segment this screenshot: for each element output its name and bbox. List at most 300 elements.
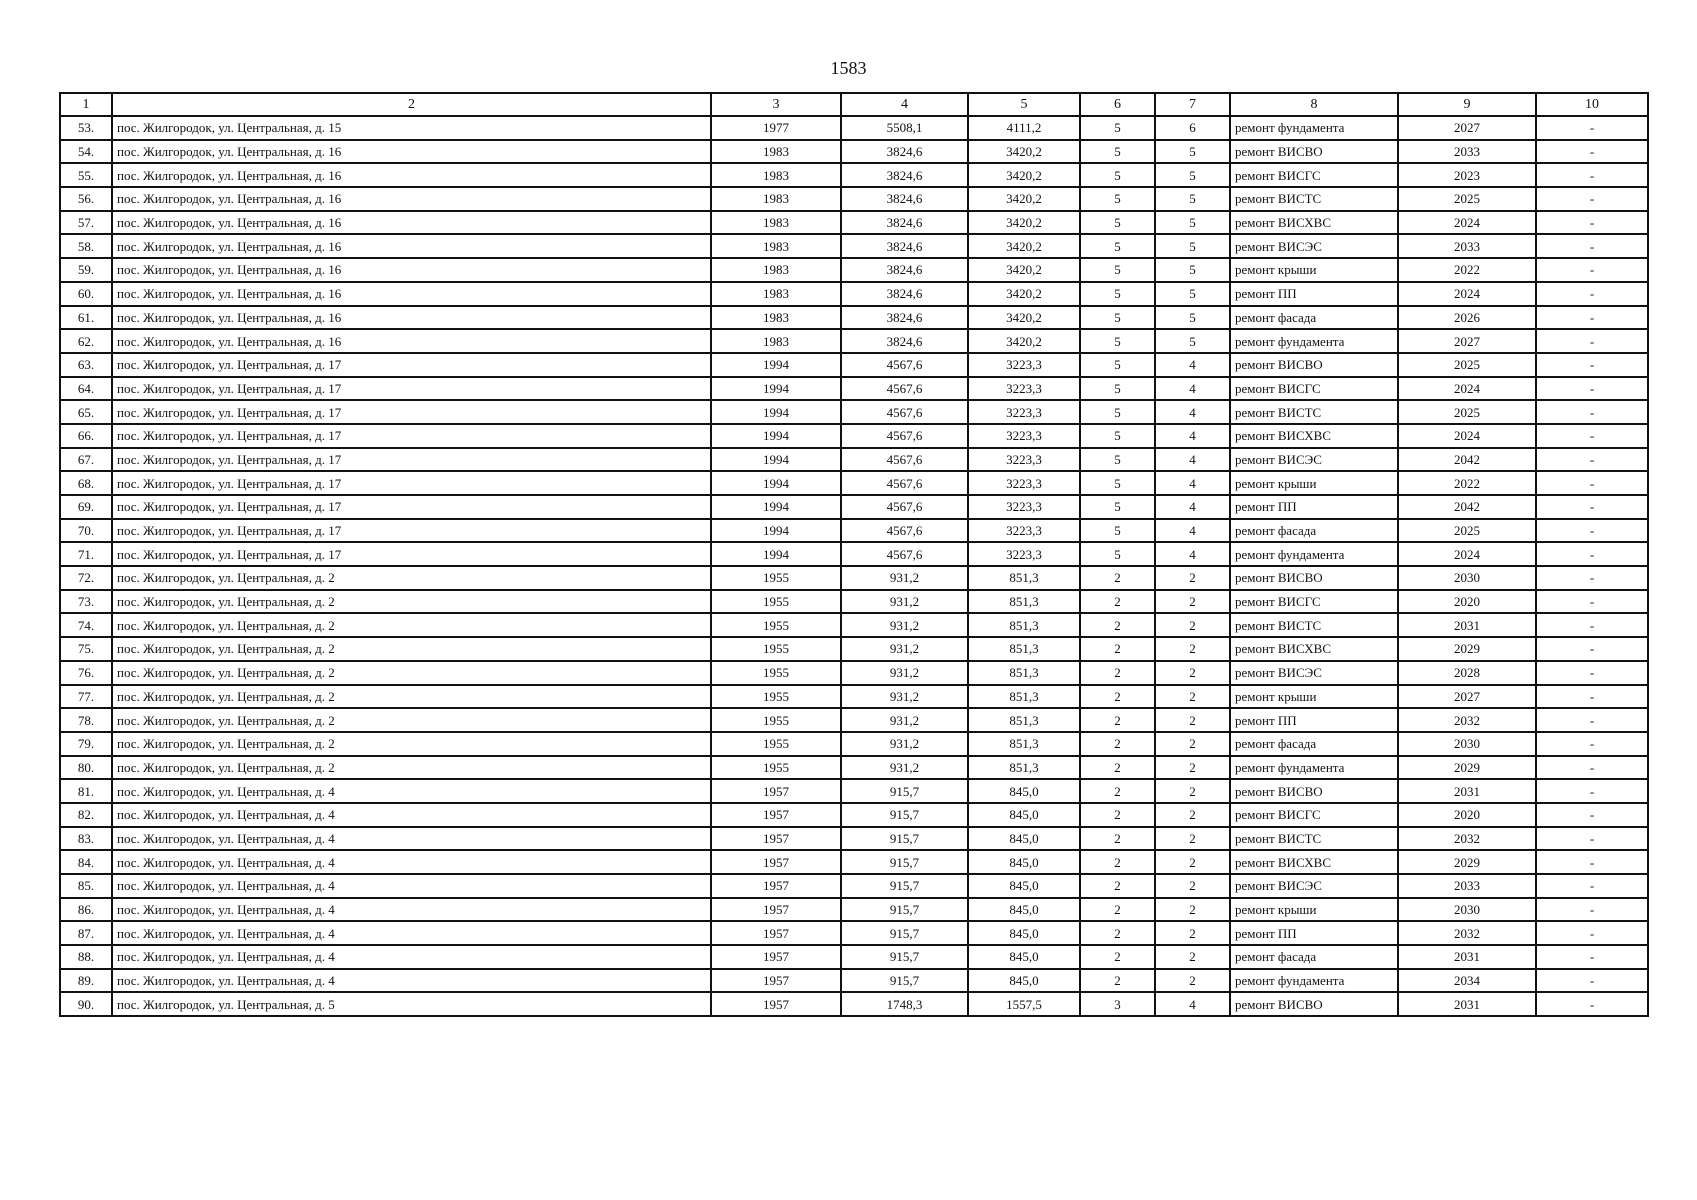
work-type-cell: ремонт ВИСВО <box>1230 353 1398 377</box>
row-number-cell: 54. <box>60 140 112 164</box>
floors-cell: 5 <box>1080 519 1155 543</box>
build-year-cell: 1994 <box>711 471 841 495</box>
address-cell: пос. Жилгородок, ул. Центральная, д. 17 <box>112 495 711 519</box>
table-row <box>60 448 1648 472</box>
floors-cell: 5 <box>1080 329 1155 353</box>
floors-cell: 2 <box>1080 921 1155 945</box>
work-type-cell: ремонт ВИСЭС <box>1230 448 1398 472</box>
floors-cell: 2 <box>1080 779 1155 803</box>
row-number-cell: 75. <box>60 637 112 661</box>
row-number-cell: 74. <box>60 613 112 637</box>
entrances-cell: 6 <box>1155 116 1230 140</box>
work-type-cell: ремонт ВИСХВС <box>1230 424 1398 448</box>
address-cell: пос. Жилгородок, ул. Центральная, д. 4 <box>112 874 711 898</box>
address-cell: пос. Жилгородок, ул. Центральная, д. 2 <box>112 661 711 685</box>
planned-year-cell: 2027 <box>1398 116 1536 140</box>
entrances-cell: 5 <box>1155 306 1230 330</box>
floors-cell: 2 <box>1080 637 1155 661</box>
total-area-cell: 4567,6 <box>841 448 968 472</box>
work-type-cell: ремонт ВИСГС <box>1230 590 1398 614</box>
page-number: 1583 <box>830 58 867 78</box>
entrances-cell: 4 <box>1155 495 1230 519</box>
table-row <box>60 969 1648 993</box>
column-header: 8 <box>1230 93 1398 116</box>
entrances-cell: 4 <box>1155 471 1230 495</box>
note-cell: - <box>1536 613 1648 637</box>
row-number-cell: 72. <box>60 566 112 590</box>
entrances-cell: 4 <box>1155 542 1230 566</box>
note-cell: - <box>1536 566 1648 590</box>
build-year-cell: 1994 <box>711 353 841 377</box>
floors-cell: 5 <box>1080 471 1155 495</box>
work-type-cell: ремонт фундамента <box>1230 329 1398 353</box>
work-type-cell: ремонт фундамента <box>1230 969 1398 993</box>
floors-cell: 2 <box>1080 590 1155 614</box>
address-cell: пос. Жилгородок, ул. Центральная, д. 17 <box>112 519 711 543</box>
work-type-cell: ремонт ВИСТС <box>1230 400 1398 424</box>
note-cell: - <box>1536 424 1648 448</box>
planned-year-cell: 2029 <box>1398 756 1536 780</box>
work-type-cell: ремонт ВИСВО <box>1230 566 1398 590</box>
total-area-cell: 1748,3 <box>841 992 968 1016</box>
note-cell: - <box>1536 282 1648 306</box>
note-cell: - <box>1536 306 1648 330</box>
work-type-cell: ремонт ВИСТС <box>1230 187 1398 211</box>
total-area-cell: 3824,6 <box>841 140 968 164</box>
table-row <box>60 140 1648 164</box>
total-area-cell: 3824,6 <box>841 258 968 282</box>
build-year-cell: 1955 <box>711 566 841 590</box>
total-area-cell: 931,2 <box>841 661 968 685</box>
row-number-cell: 89. <box>60 969 112 993</box>
column-header: 3 <box>711 93 841 116</box>
address-cell: пос. Жилгородок, ул. Центральная, д. 16 <box>112 306 711 330</box>
entrances-cell: 5 <box>1155 282 1230 306</box>
planned-year-cell: 2032 <box>1398 827 1536 851</box>
row-number-cell: 81. <box>60 779 112 803</box>
entrances-cell: 5 <box>1155 211 1230 235</box>
note-cell: - <box>1536 140 1648 164</box>
total-area-cell: 915,7 <box>841 779 968 803</box>
living-area-cell: 3420,2 <box>968 329 1080 353</box>
table-row <box>60 377 1648 401</box>
entrances-cell: 4 <box>1155 377 1230 401</box>
living-area-cell: 845,0 <box>968 779 1080 803</box>
column-header: 10 <box>1536 93 1648 116</box>
build-year-cell: 1983 <box>711 329 841 353</box>
total-area-cell: 915,7 <box>841 803 968 827</box>
work-type-cell: ремонт ВИСГС <box>1230 163 1398 187</box>
total-area-cell: 915,7 <box>841 874 968 898</box>
floors-cell: 2 <box>1080 732 1155 756</box>
address-cell: пос. Жилгородок, ул. Центральная, д. 4 <box>112 898 711 922</box>
note-cell: - <box>1536 471 1648 495</box>
total-area-cell: 915,7 <box>841 827 968 851</box>
row-number-cell: 87. <box>60 921 112 945</box>
planned-year-cell: 2020 <box>1398 803 1536 827</box>
build-year-cell: 1955 <box>711 613 841 637</box>
floors-cell: 2 <box>1080 898 1155 922</box>
total-area-cell: 5508,1 <box>841 116 968 140</box>
planned-year-cell: 2026 <box>1398 306 1536 330</box>
planned-year-cell: 2030 <box>1398 732 1536 756</box>
entrances-cell: 2 <box>1155 756 1230 780</box>
table-row <box>60 519 1648 543</box>
note-cell: - <box>1536 992 1648 1016</box>
total-area-cell: 4567,6 <box>841 400 968 424</box>
entrances-cell: 2 <box>1155 637 1230 661</box>
living-area-cell: 851,3 <box>968 732 1080 756</box>
build-year-cell: 1957 <box>711 992 841 1016</box>
living-area-cell: 845,0 <box>968 898 1080 922</box>
table-header-row <box>60 93 1648 116</box>
note-cell: - <box>1536 258 1648 282</box>
work-type-cell: ремонт ВИСТС <box>1230 613 1398 637</box>
build-year-cell: 1957 <box>711 898 841 922</box>
column-header: 5 <box>968 93 1080 116</box>
note-cell: - <box>1536 945 1648 969</box>
build-year-cell: 1957 <box>711 827 841 851</box>
row-number-cell: 63. <box>60 353 112 377</box>
build-year-cell: 1983 <box>711 211 841 235</box>
floors-cell: 5 <box>1080 140 1155 164</box>
row-number-cell: 88. <box>60 945 112 969</box>
column-header: 2 <box>112 93 711 116</box>
living-area-cell: 3223,3 <box>968 495 1080 519</box>
build-year-cell: 1994 <box>711 448 841 472</box>
entrances-cell: 2 <box>1155 850 1230 874</box>
address-cell: пос. Жилгородок, ул. Центральная, д. 15 <box>112 116 711 140</box>
row-number-cell: 61. <box>60 306 112 330</box>
build-year-cell: 1957 <box>711 921 841 945</box>
living-area-cell: 3420,2 <box>968 140 1080 164</box>
table-row <box>60 708 1648 732</box>
build-year-cell: 1955 <box>711 590 841 614</box>
entrances-cell: 5 <box>1155 258 1230 282</box>
note-cell: - <box>1536 519 1648 543</box>
table-row <box>60 258 1648 282</box>
build-year-cell: 1983 <box>711 187 841 211</box>
total-area-cell: 915,7 <box>841 921 968 945</box>
planned-year-cell: 2042 <box>1398 448 1536 472</box>
build-year-cell: 1955 <box>711 756 841 780</box>
living-area-cell: 845,0 <box>968 874 1080 898</box>
address-cell: пос. Жилгородок, ул. Центральная, д. 2 <box>112 637 711 661</box>
column-header: 4 <box>841 93 968 116</box>
living-area-cell: 851,3 <box>968 590 1080 614</box>
living-area-cell: 3223,3 <box>968 448 1080 472</box>
build-year-cell: 1955 <box>711 685 841 709</box>
address-cell: пос. Жилгородок, ул. Центральная, д. 17 <box>112 424 711 448</box>
total-area-cell: 931,2 <box>841 708 968 732</box>
entrances-cell: 5 <box>1155 140 1230 164</box>
entrances-cell: 5 <box>1155 187 1230 211</box>
build-year-cell: 1983 <box>711 234 841 258</box>
floors-cell: 2 <box>1080 945 1155 969</box>
table-row <box>60 661 1648 685</box>
build-year-cell: 1994 <box>711 377 841 401</box>
row-number-cell: 68. <box>60 471 112 495</box>
entrances-cell: 2 <box>1155 613 1230 637</box>
living-area-cell: 851,3 <box>968 685 1080 709</box>
build-year-cell: 1994 <box>711 400 841 424</box>
build-year-cell: 1994 <box>711 519 841 543</box>
note-cell: - <box>1536 234 1648 258</box>
table-row <box>60 566 1648 590</box>
note-cell: - <box>1536 163 1648 187</box>
entrances-cell: 4 <box>1155 519 1230 543</box>
build-year-cell: 1983 <box>711 282 841 306</box>
total-area-cell: 3824,6 <box>841 282 968 306</box>
table-row <box>60 495 1648 519</box>
entrances-cell: 4 <box>1155 424 1230 448</box>
floors-cell: 2 <box>1080 756 1155 780</box>
floors-cell: 5 <box>1080 448 1155 472</box>
work-type-cell: ремонт фасада <box>1230 945 1398 969</box>
work-type-cell: ремонт ВИСЭС <box>1230 234 1398 258</box>
floors-cell: 5 <box>1080 116 1155 140</box>
living-area-cell: 3420,2 <box>968 234 1080 258</box>
address-cell: пос. Жилгородок, ул. Центральная, д. 17 <box>112 542 711 566</box>
planned-year-cell: 2029 <box>1398 850 1536 874</box>
note-cell: - <box>1536 921 1648 945</box>
living-area-cell: 3420,2 <box>968 282 1080 306</box>
floors-cell: 2 <box>1080 803 1155 827</box>
table-row <box>60 329 1648 353</box>
row-number-cell: 65. <box>60 400 112 424</box>
total-area-cell: 915,7 <box>841 898 968 922</box>
work-type-cell: ремонт ВИСВО <box>1230 992 1398 1016</box>
floors-cell: 2 <box>1080 827 1155 851</box>
floors-cell: 5 <box>1080 282 1155 306</box>
total-area-cell: 4567,6 <box>841 377 968 401</box>
floors-cell: 5 <box>1080 495 1155 519</box>
total-area-cell: 3824,6 <box>841 329 968 353</box>
living-area-cell: 851,3 <box>968 708 1080 732</box>
address-cell: пос. Жилгородок, ул. Центральная, д. 4 <box>112 827 711 851</box>
entrances-cell: 2 <box>1155 898 1230 922</box>
work-type-cell: ремонт фасада <box>1230 732 1398 756</box>
planned-year-cell: 2030 <box>1398 566 1536 590</box>
address-cell: пос. Жилгородок, ул. Центральная, д. 5 <box>112 992 711 1016</box>
address-cell: пос. Жилгородок, ул. Центральная, д. 17 <box>112 448 711 472</box>
entrances-cell: 5 <box>1155 329 1230 353</box>
row-number-cell: 83. <box>60 827 112 851</box>
table-row <box>60 306 1648 330</box>
note-cell: - <box>1536 377 1648 401</box>
note-cell: - <box>1536 756 1648 780</box>
address-cell: пос. Жилгородок, ул. Центральная, д. 2 <box>112 590 711 614</box>
floors-cell: 5 <box>1080 424 1155 448</box>
work-type-cell: ремонт фасада <box>1230 306 1398 330</box>
planned-year-cell: 2029 <box>1398 637 1536 661</box>
planned-year-cell: 2042 <box>1398 495 1536 519</box>
planned-year-cell: 2034 <box>1398 969 1536 993</box>
row-number-cell: 57. <box>60 211 112 235</box>
planned-year-cell: 2024 <box>1398 542 1536 566</box>
address-cell: пос. Жилгородок, ул. Центральная, д. 2 <box>112 708 711 732</box>
row-number-cell: 73. <box>60 590 112 614</box>
floors-cell: 2 <box>1080 613 1155 637</box>
floors-cell: 2 <box>1080 661 1155 685</box>
entrances-cell: 4 <box>1155 448 1230 472</box>
total-area-cell: 931,2 <box>841 590 968 614</box>
planned-year-cell: 2031 <box>1398 945 1536 969</box>
living-area-cell: 845,0 <box>968 827 1080 851</box>
floors-cell: 5 <box>1080 258 1155 282</box>
work-type-cell: ремонт ВИСХВС <box>1230 637 1398 661</box>
build-year-cell: 1983 <box>711 306 841 330</box>
address-cell: пос. Жилгородок, ул. Центральная, д. 17 <box>112 377 711 401</box>
planned-year-cell: 2030 <box>1398 898 1536 922</box>
floors-cell: 2 <box>1080 874 1155 898</box>
note-cell: - <box>1536 850 1648 874</box>
total-area-cell: 915,7 <box>841 969 968 993</box>
living-area-cell: 851,3 <box>968 756 1080 780</box>
table-row <box>60 282 1648 306</box>
build-year-cell: 1977 <box>711 116 841 140</box>
planned-year-cell: 2027 <box>1398 329 1536 353</box>
row-number-cell: 78. <box>60 708 112 732</box>
work-type-cell: ремонт ВИСТС <box>1230 827 1398 851</box>
total-area-cell: 4567,6 <box>841 495 968 519</box>
build-year-cell: 1994 <box>711 424 841 448</box>
entrances-cell: 4 <box>1155 400 1230 424</box>
note-cell: - <box>1536 969 1648 993</box>
floors-cell: 5 <box>1080 377 1155 401</box>
row-number-cell: 56. <box>60 187 112 211</box>
address-cell: пос. Жилгородок, ул. Центральная, д. 16 <box>112 258 711 282</box>
column-header: 1 <box>60 93 112 116</box>
table-row <box>60 542 1648 566</box>
column-header: 9 <box>1398 93 1536 116</box>
floors-cell: 2 <box>1080 969 1155 993</box>
note-cell: - <box>1536 187 1648 211</box>
build-year-cell: 1957 <box>711 850 841 874</box>
living-area-cell: 3223,3 <box>968 471 1080 495</box>
living-area-cell: 3223,3 <box>968 353 1080 377</box>
planned-year-cell: 2024 <box>1398 424 1536 448</box>
build-year-cell: 1955 <box>711 661 841 685</box>
column-header: 7 <box>1155 93 1230 116</box>
address-cell: пос. Жилгородок, ул. Центральная, д. 4 <box>112 945 711 969</box>
work-type-cell: ремонт ПП <box>1230 921 1398 945</box>
living-area-cell: 3223,3 <box>968 377 1080 401</box>
address-cell: пос. Жилгородок, ул. Центральная, д. 2 <box>112 732 711 756</box>
build-year-cell: 1994 <box>711 542 841 566</box>
row-number-cell: 58. <box>60 234 112 258</box>
entrances-cell: 4 <box>1155 992 1230 1016</box>
living-area-cell: 851,3 <box>968 637 1080 661</box>
living-area-cell: 3223,3 <box>968 424 1080 448</box>
floors-cell: 3 <box>1080 992 1155 1016</box>
table-row <box>60 827 1648 851</box>
living-area-cell: 3420,2 <box>968 187 1080 211</box>
table-row <box>60 424 1648 448</box>
total-area-cell: 931,2 <box>841 756 968 780</box>
work-type-cell: ремонт крыши <box>1230 471 1398 495</box>
total-area-cell: 4567,6 <box>841 542 968 566</box>
table-row <box>60 471 1648 495</box>
total-area-cell: 4567,6 <box>841 471 968 495</box>
planned-year-cell: 2025 <box>1398 353 1536 377</box>
row-number-cell: 76. <box>60 661 112 685</box>
entrances-cell: 4 <box>1155 353 1230 377</box>
total-area-cell: 931,2 <box>841 732 968 756</box>
planned-year-cell: 2025 <box>1398 187 1536 211</box>
row-number-cell: 71. <box>60 542 112 566</box>
entrances-cell: 2 <box>1155 685 1230 709</box>
living-area-cell: 851,3 <box>968 566 1080 590</box>
table-row <box>60 921 1648 945</box>
note-cell: - <box>1536 211 1648 235</box>
floors-cell: 5 <box>1080 306 1155 330</box>
note-cell: - <box>1536 495 1648 519</box>
address-cell: пос. Жилгородок, ул. Центральная, д. 16 <box>112 329 711 353</box>
floors-cell: 5 <box>1080 163 1155 187</box>
address-cell: пос. Жилгородок, ул. Центральная, д. 4 <box>112 850 711 874</box>
floors-cell: 2 <box>1080 850 1155 874</box>
row-number-cell: 64. <box>60 377 112 401</box>
planned-year-cell: 2025 <box>1398 400 1536 424</box>
entrances-cell: 5 <box>1155 234 1230 258</box>
address-cell: пос. Жилгородок, ул. Центральная, д. 4 <box>112 921 711 945</box>
entrances-cell: 2 <box>1155 661 1230 685</box>
planned-year-cell: 2028 <box>1398 661 1536 685</box>
floors-cell: 5 <box>1080 234 1155 258</box>
planned-year-cell: 2031 <box>1398 613 1536 637</box>
address-cell: пос. Жилгородок, ул. Центральная, д. 17 <box>112 353 711 377</box>
row-number-cell: 90. <box>60 992 112 1016</box>
total-area-cell: 4567,6 <box>841 353 968 377</box>
work-type-cell: ремонт ВИСВО <box>1230 779 1398 803</box>
note-cell: - <box>1536 827 1648 851</box>
row-number-cell: 53. <box>60 116 112 140</box>
entrances-cell: 5 <box>1155 163 1230 187</box>
address-cell: пос. Жилгородок, ул. Центральная, д. 2 <box>112 685 711 709</box>
address-cell: пос. Жилгородок, ул. Центральная, д. 17 <box>112 471 711 495</box>
floors-cell: 2 <box>1080 566 1155 590</box>
floors-cell: 2 <box>1080 685 1155 709</box>
table-row <box>60 803 1648 827</box>
table-body <box>60 116 1648 1016</box>
table-row <box>60 613 1648 637</box>
address-cell: пос. Жилгородок, ул. Центральная, д. 16 <box>112 234 711 258</box>
work-type-cell: ремонт ВИСГС <box>1230 377 1398 401</box>
build-year-cell: 1957 <box>711 803 841 827</box>
note-cell: - <box>1536 590 1648 614</box>
note-cell: - <box>1536 898 1648 922</box>
floors-cell: 2 <box>1080 708 1155 732</box>
build-year-cell: 1957 <box>711 945 841 969</box>
row-number-cell: 86. <box>60 898 112 922</box>
living-area-cell: 3420,2 <box>968 211 1080 235</box>
table-row <box>60 116 1648 140</box>
planned-year-cell: 2027 <box>1398 685 1536 709</box>
entrances-cell: 2 <box>1155 874 1230 898</box>
living-area-cell: 3420,2 <box>968 306 1080 330</box>
table-row <box>60 187 1648 211</box>
living-area-cell: 3420,2 <box>968 163 1080 187</box>
address-cell: пос. Жилгородок, ул. Центральная, д. 16 <box>112 211 711 235</box>
build-year-cell: 1955 <box>711 708 841 732</box>
total-area-cell: 915,7 <box>841 945 968 969</box>
build-year-cell: 1983 <box>711 163 841 187</box>
address-cell: пос. Жилгородок, ул. Центральная, д. 4 <box>112 779 711 803</box>
floors-cell: 5 <box>1080 187 1155 211</box>
planned-year-cell: 2023 <box>1398 163 1536 187</box>
table-row <box>60 163 1648 187</box>
